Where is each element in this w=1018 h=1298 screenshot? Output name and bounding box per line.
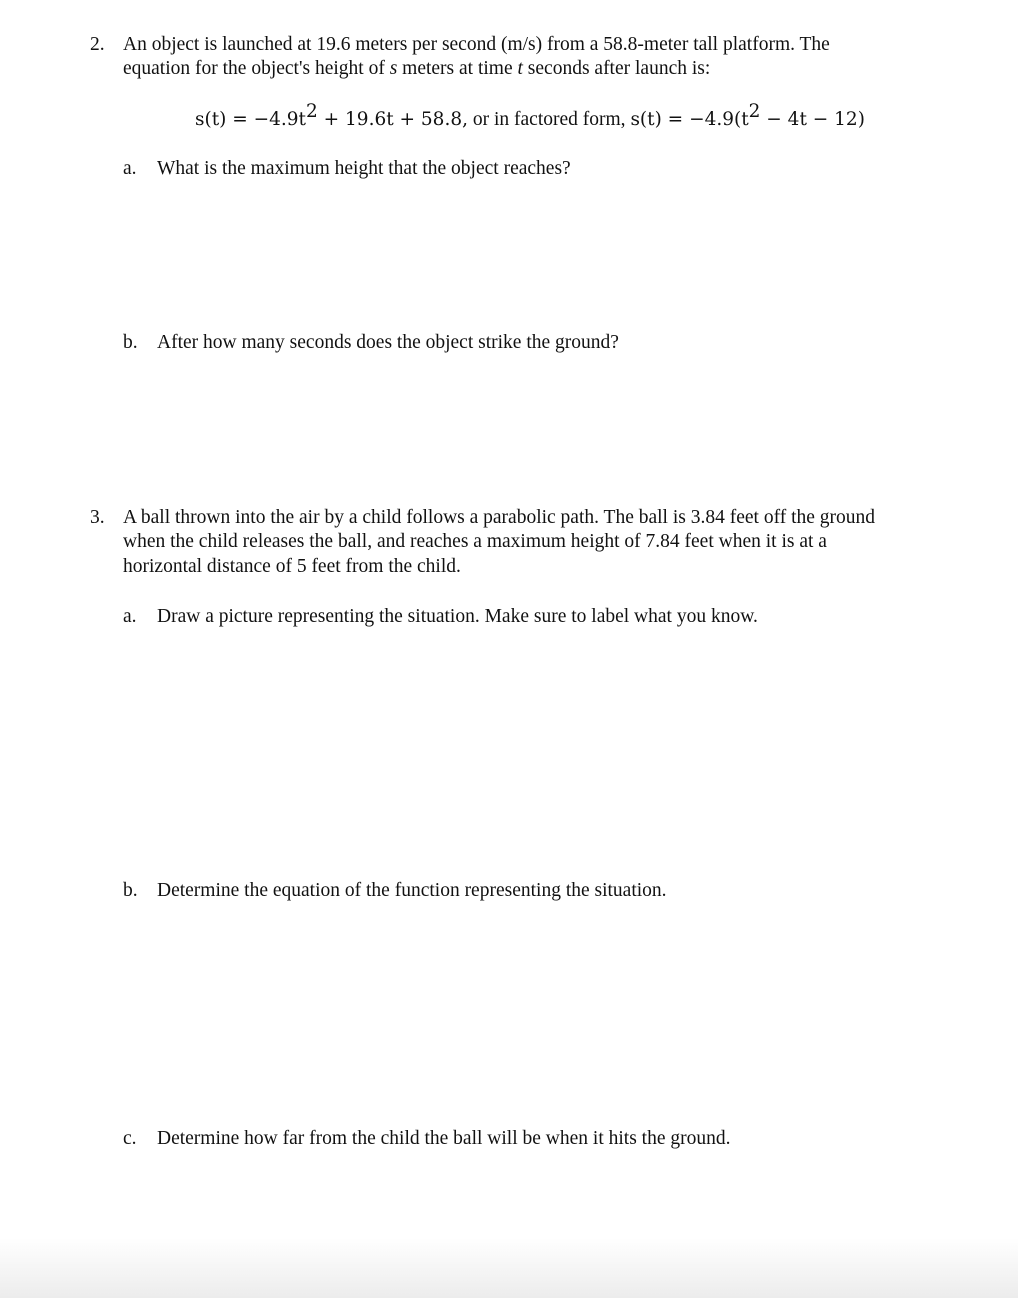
part-3a-letter: a. [123,606,137,627]
question-3-line-1: A ball thrown into the air by a child follows a parabolic path. The ball is 3.84 feet off the ground [123,507,876,528]
page-bottom-shadow [0,1238,1018,1298]
question-2-line-1: An object is launched at 19.6 meters per second (m/s) from a 58.8-meter tall platform. The [123,34,830,55]
part-2a-text: What is the maximum height that the object reaches? [157,158,571,179]
question-3-number: 3. [90,507,105,528]
part-2a-letter: a. [123,158,137,179]
part-3a-text: Draw a picture representing the situation. Make sure to label what you know. [157,606,758,627]
question-2-line-2: equation for the object's height of s meters at time t seconds after launch is: [123,58,711,79]
part-2b-letter: b. [123,332,138,353]
part-3c-text: Determine how far from the child the ball will be when it hits the ground. [157,1128,731,1149]
part-3c-letter: c. [123,1128,137,1149]
height-equation: $s(t) = -4.9t^2 + 19.6t + 58.8$, or in factored form, $s(t) = -4.9(t^2 - 4t - 12)$ [195,100,865,130]
part-3b-letter: b. [123,880,138,901]
part-3b-text: Determine the equation of the function representing the situation. [157,880,667,901]
question-3-line-2: when the child releases the ball, and reaches a maximum height of 7.84 feet when it is at a [123,531,827,552]
question-3-line-3: horizontal distance of 5 feet from the child. [123,556,461,577]
part-2b-text: After how many seconds does the object strike the ground? [157,332,619,353]
question-2-number: 2. [90,34,105,55]
